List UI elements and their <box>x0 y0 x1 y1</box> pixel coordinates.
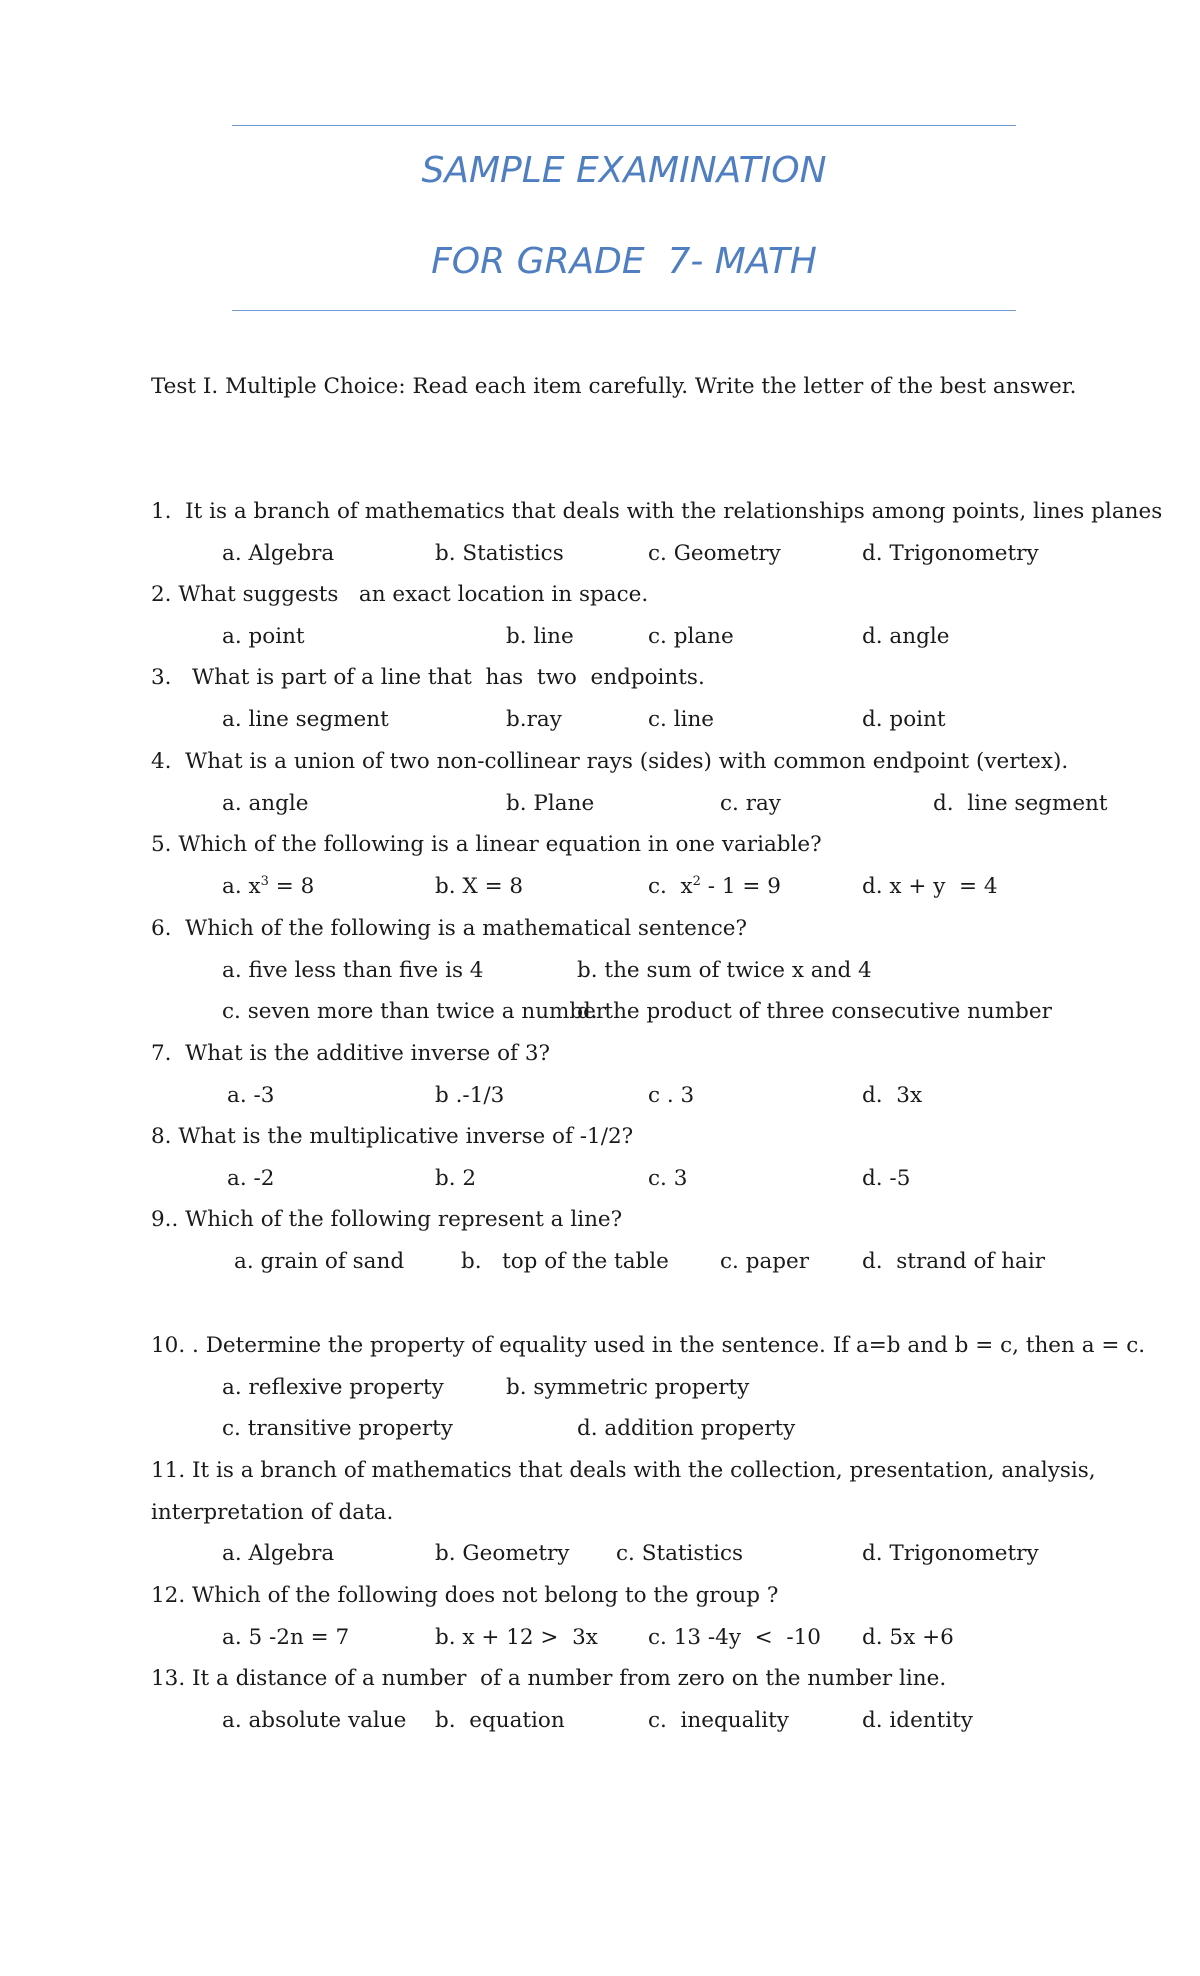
choice-c: c. plane <box>648 624 734 649</box>
question-stem: 12. Which of the following does not belong to the group ? <box>151 1583 779 1608</box>
question-stem: 11. It is a branch of mathematics that deals with the collection, presentation, analysis, <box>151 1458 1096 1483</box>
question-stem: 1. It is a branch of mathematics that deals with the relationships among points, lines planes <box>151 499 1163 524</box>
choice-a: a. 5 -2n = 7 <box>222 1625 350 1650</box>
question-stem: 8. What is the multiplicative inverse of -1/2? <box>151 1124 634 1149</box>
page-subtitle: FOR GRADE 7- MATH <box>431 241 817 282</box>
choice-c: c. $x^2 - 1 = 9$ <box>648 874 781 899</box>
choice-a: a. -3 <box>227 1083 275 1108</box>
choice-c: c. transitive property <box>222 1416 453 1441</box>
choice-c: c. line <box>648 707 715 732</box>
question-stem: 2. What suggests an exact location in space. <box>151 582 649 607</box>
choice-a: a. absolute value <box>222 1708 407 1733</box>
choice-c: c. Geometry <box>648 541 781 566</box>
instructions: Test I. Multiple Choice: Read each item carefully. Write the letter of the best answer. <box>151 374 1077 399</box>
choice-b: b. equation <box>435 1708 565 1733</box>
header-rule-top <box>232 125 1016 126</box>
question-stem: 13. It a distance of a number of a number from zero on the number line. <box>151 1666 947 1691</box>
choice-d: d. Trigonometry <box>862 1541 1039 1566</box>
choice-c: c. paper <box>720 1249 810 1274</box>
choice-d: d. strand of hair <box>862 1249 1046 1274</box>
choice-b: b. the sum of twice x and 4 <box>577 958 872 983</box>
choice-c: c. 3 <box>648 1166 688 1191</box>
choice-c: c. ray <box>720 791 781 816</box>
choice-d: d. point <box>862 707 946 732</box>
choice-c: c. seven more than twice a number <box>222 999 607 1024</box>
choice-b: b. X = 8 <box>435 874 524 899</box>
choice-a: a. $x^3 = 8$ <box>222 874 315 899</box>
header-rule-bottom <box>232 310 1016 311</box>
question-stem: 7. What is the additive inverse of 3? <box>151 1041 551 1066</box>
page-title: SAMPLE EXAMINATION <box>421 150 827 191</box>
choice-a: a. reflexive property <box>222 1375 444 1400</box>
choice-b: b. 2 <box>435 1166 477 1191</box>
choice-b: b. top of the table <box>461 1249 669 1274</box>
choice-a: a. Algebra <box>222 541 335 566</box>
choice-d: d. addition property <box>577 1416 796 1441</box>
choice-b: b. Statistics <box>435 541 564 566</box>
choice-a: a. Algebra <box>222 1541 335 1566</box>
choice-d: d. angle <box>862 624 950 649</box>
choice-a: a. line segment <box>222 707 389 732</box>
choice-a: a. -2 <box>227 1166 275 1191</box>
choice-c: c. 13 -4y < -10 <box>648 1625 821 1650</box>
question-stem: 9.. Which of the following represent a line? <box>151 1207 623 1232</box>
choice-d: d. line segment <box>933 791 1108 816</box>
choice-d: d. x + y = 4 <box>862 874 998 899</box>
question-stem: 4. What is a union of two non-collinear rays (sides) with common endpoint (vertex). <box>151 749 1069 774</box>
choice-d: d. Trigonometry <box>862 541 1039 566</box>
choice-b: b. symmetric property <box>506 1375 750 1400</box>
choice-c: c. Statistics <box>616 1541 744 1566</box>
choice-a: a. five less than five is 4 <box>222 958 484 983</box>
question-stem-continued: interpretation of data. <box>151 1500 394 1525</box>
choice-b: b. x + 12 > 3x <box>435 1625 598 1650</box>
choice-b: b. Plane <box>506 791 595 816</box>
question-stem: 10. . Determine the property of equality used in the sentence. If a=b and b = c, then a = c. <box>151 1333 1146 1358</box>
question-stem: 3. What is part of a line that has two endpoints. <box>151 665 705 690</box>
choice-c: c. inequality <box>648 1708 789 1733</box>
choice-b: b .-1/3 <box>435 1083 505 1108</box>
choice-b: b.ray <box>506 707 562 732</box>
choice-d: d. 3x <box>862 1083 923 1108</box>
choice-b: b. Geometry <box>435 1541 570 1566</box>
choice-c: c . 3 <box>648 1083 695 1108</box>
question-stem: 6. Which of the following is a mathematical sentence? <box>151 916 748 941</box>
choice-a: a. point <box>222 624 305 649</box>
question-stem: 5. Which of the following is a linear equation in one variable? <box>151 832 822 857</box>
choice-a: a. grain of sand <box>234 1249 405 1274</box>
choice-d: d. 5x +6 <box>862 1625 954 1650</box>
choice-a: a. angle <box>222 791 309 816</box>
choice-b: b. line <box>506 624 574 649</box>
choice-d: d. the product of three consecutive number <box>577 999 1052 1024</box>
choice-d: d. identity <box>862 1708 973 1733</box>
choice-d: d. -5 <box>862 1166 911 1191</box>
